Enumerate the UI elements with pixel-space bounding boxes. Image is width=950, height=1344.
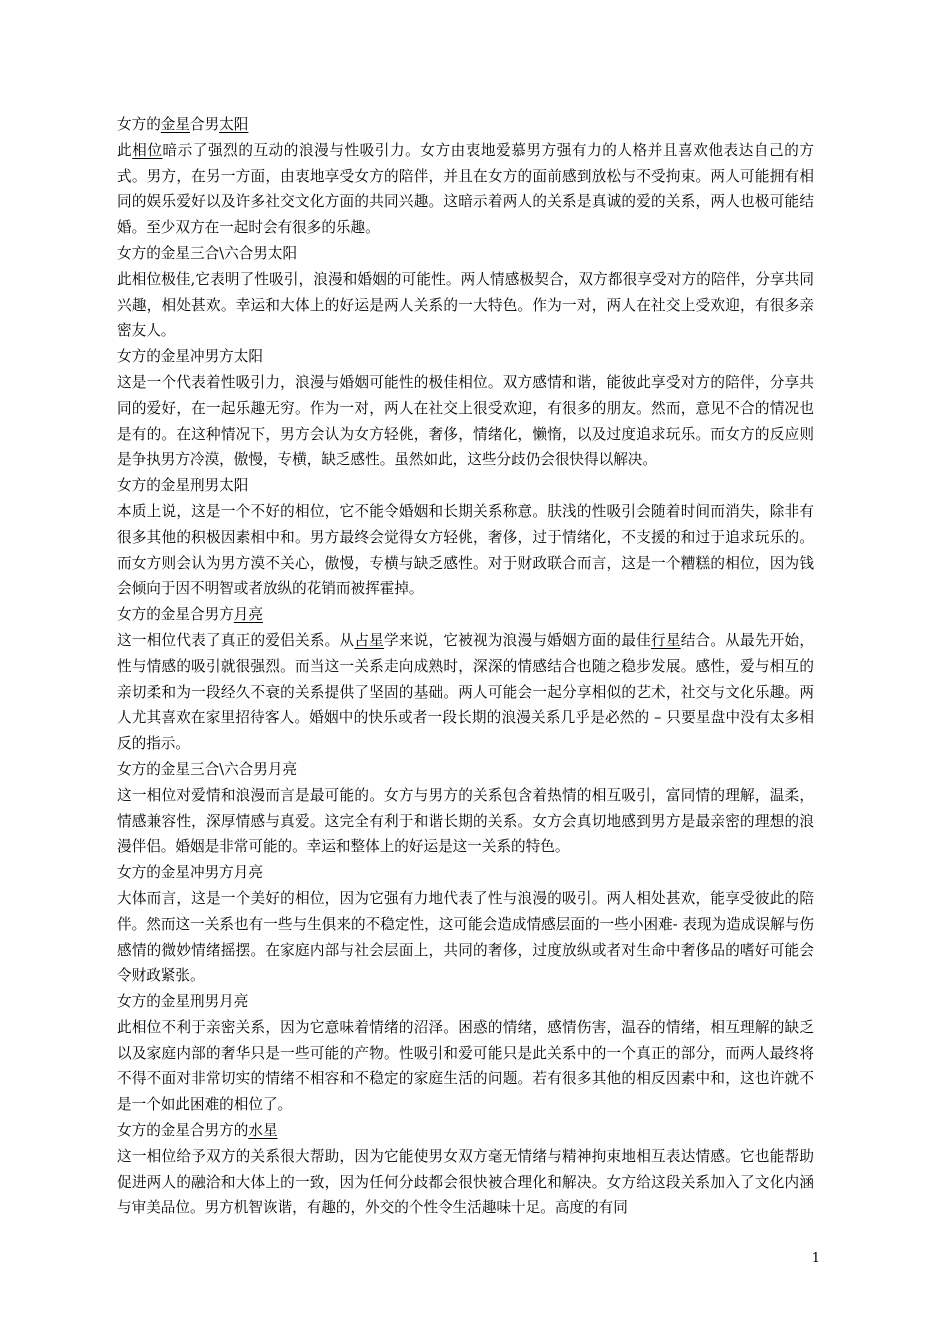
underlined-term: 相位 (132, 141, 163, 159)
text-run: 这一相位给予双方的关系很大帮助，因为它能使男女双方毫无情绪与精神拘束地相互表达情感。它也能帮助促进两人的融洽和大体上的一致，因为任何分歧都会很快被合理化和解决。女方给这段关系加入了文化内涵与审美品位。男方机智诙谐，有趣的，外交的个性令生活趣味十足。高度的有同 (117, 1147, 814, 1217)
section-paragraph (117, 1144, 814, 1221)
section-paragraph (117, 138, 814, 241)
text-run: 女方的金星合男方 (117, 606, 234, 624)
text-run: 女方的 (117, 116, 161, 133)
section-heading (117, 602, 814, 628)
underlined-term: 月亮 (233, 606, 263, 624)
text-run: 本质上说，这是一个不好的相位，它不能令婚姻和长期关系称意。肤浅的性吸引会随着时间而消失，除非有很多其他的积极因素相中和。男方最终会觉得女方轻佻，奢侈，过于情绪化，不支援的和过于追求玩乐的。而女方则会认为男方漠不关心，傲慢，专横与缺乏感性。对于财政联合而言，这是一个糟糕的相位，因为钱会倾向于因不明智或者放纵的花销而被挥霍掉。 (117, 502, 814, 598)
text-run: 结合。从最先开始，性与情感的吸引就很强烈。而当这一关系走向成熟时，深深的情感结合也随之稳步发展。感性，爱与相互的亲切柔和为一段经久不衰的关系提供了坚固的基础。两人可能会一起分享相似的艺术，社交与文化乐趣。两人尤其喜欢在家里招待客人。婚姻中的快乐或者一段长期的浪漫关系几乎是必然的 – 只要星盘中没有太多相反的指示。 (117, 631, 814, 753)
text-run: 女方的金星冲男方太阳 (117, 348, 263, 366)
section-paragraph (117, 1015, 814, 1118)
text-run: 大体而言，这是一个美好的相位，因为它强有力地代表了性与浪漫的吸引。两人相处甚欢，能享受彼此的陪伴。然而这一关系也有一些与生俱来的不稳定性，这可能会造成情感层面的一些小困难- 表现为造成误解与伤感情的微妙情绪摇摆。在家庭内部与社会层面上，共同的奢侈，过度放纵或者对生命中奢侈品的嗜好可能会令财政紧张。 (117, 889, 814, 985)
document-page (117, 112, 814, 1221)
text-run: 女方的金星三合\六合男太阳 (117, 244, 298, 262)
underlined-term: 占星 (354, 631, 385, 649)
text-run: 女方的金星刑男太阳 (117, 477, 249, 495)
text-run: 此相位极佳,它表明了性吸引，浪漫和婚姻的可能性。两人情感极契合，双方都很享受对方的陪伴，分享共同兴趣，相处甚欢。幸运和大体上的好运是两人关系的一大特色。作为一对，两人在社交上受欢迎，有很多亲密友人。 (117, 270, 814, 340)
text-run: 学来说，它被视为浪漫与婚姻方面的最佳 (384, 631, 652, 649)
section-heading (117, 757, 814, 783)
text-run: 女方的金星合男方的 (117, 1122, 249, 1140)
text-run: 女方的金星三合\六合男月亮 (117, 760, 298, 778)
section-paragraph (117, 886, 814, 989)
page-number: 1 (811, 1251, 820, 1266)
section-heading (117, 473, 814, 499)
text-run: 这是一个代表着性吸引力，浪漫与婚姻可能性的极佳相位。双方感情和谐，能彼此享受对方的陪伴，分享共同的爱好，在一起乐趣无穷。作为一对，两人在社交上很受欢迎，有很多的朋友。然而，意见不合的情况也是有的。在这种情况下，男方会认为女方轻佻，奢侈，情绪化，懒惰，以及过度追求玩乐。而女方的反应则是争执男方冷漠，傲慢，专横，缺乏感性。虽然如此，这些分歧仍会很快得以解决。 (117, 373, 814, 469)
text-run: 合男 (190, 116, 220, 133)
text-run: 暗示了强烈的互动的浪漫与性吸引力。女方由衷地爱慕男方强有力的人格并且喜欢他表达自己的方式。男方，在另一方面，由衷地享受女方的陪伴，并且在女方的面前感到放松与不受拘束。两人可能拥有相同的娱乐爱好以及许多社交文化方面的共同兴趣。这暗示着两人的关系是真诚的爱的关系，两人也极可能结婚。至少双方在一起时会有很多的乐趣。 (117, 141, 814, 237)
section-heading (117, 112, 814, 138)
section-heading (117, 860, 814, 886)
underlined-term: 水星 (248, 1122, 278, 1140)
section-paragraph (117, 499, 814, 602)
section-heading (117, 241, 814, 267)
section-heading (117, 344, 814, 370)
underlined-term: 太阳 (219, 116, 249, 133)
section-paragraph (117, 628, 814, 757)
section-paragraph (117, 267, 814, 344)
section-heading (117, 1118, 814, 1144)
text-run: 这一相位代表了真正的爱侣关系。从 (117, 631, 355, 649)
text-run: 女方的金星冲男方月亮 (117, 864, 263, 882)
text-run: 此相位不利于亲密关系，因为它意味着情绪的沼泽。困惑的情绪，感情伤害，温吞的情绪，相互理解的缺乏以及家庭内部的奢华只是一些可能的产物。性吸引和爱可能只是此关系中的一个真正的部分，而两人最终将不得不面对非常切实的情绪不相容和不稳定的家庭生活的问题。若有很多其他的相反因素中和，这也许就不是一个如此困难的相位了。 (117, 1018, 814, 1114)
underlined-term: 行星 (651, 631, 681, 649)
underlined-term: 金星 (160, 116, 190, 133)
text-run: 这一相位对爱情和浪漫而言是最可能的。女方与男方的关系包含着热情的相互吸引，富同情的理解，温柔，情感兼容性，深厚情感与真爱。这完全有利于和谐长期的关系。女方会真切地感到男方是最亲密的理想的浪漫伴侣。婚姻是非常可能的。幸运和整体上的好运是这一关系的特色。 (117, 786, 814, 856)
section-paragraph (117, 783, 814, 860)
section-paragraph (117, 370, 814, 473)
text-run: 女方的金星刑男月亮 (117, 993, 249, 1011)
section-heading (117, 989, 814, 1015)
text-run: 此 (117, 141, 133, 159)
